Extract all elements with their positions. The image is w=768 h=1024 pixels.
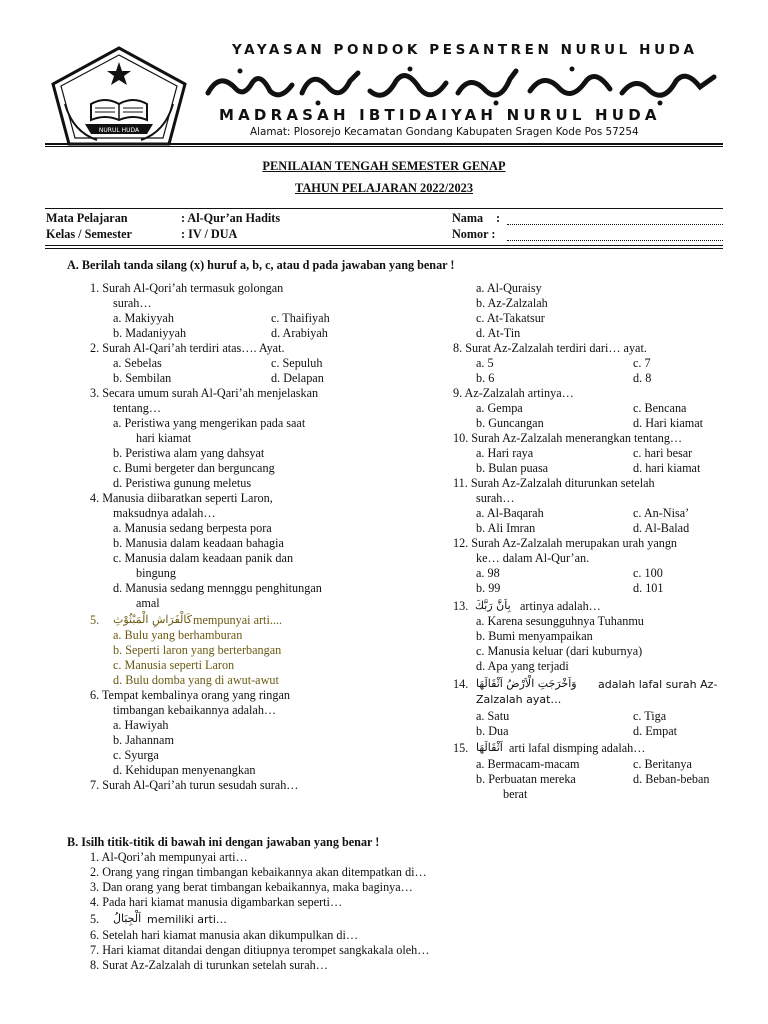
- school-name: MADRASAH IBTIDAIYAH NURUL HUDA: [219, 106, 661, 124]
- question-line: 8. Surat Az-Zalzalah terdiri dari… ayat.: [453, 341, 647, 355]
- question-line: c. Thaifiyah: [271, 311, 330, 325]
- question-line: 4. Manusia diibaratkan seperti Laron,: [90, 491, 273, 505]
- question-line: d. 101: [633, 581, 664, 595]
- question-line: b. Bulan puasa: [476, 461, 549, 475]
- question-line: d. 8: [633, 371, 652, 385]
- question-line: artinya adalah…: [520, 599, 601, 613]
- question-line: a. 98: [476, 566, 500, 580]
- question-line: 14.: [453, 677, 469, 691]
- question-line: b. Az-Zalzalah: [476, 296, 548, 310]
- school-logo: [47, 44, 192, 149]
- exam-title: PENILAIAN TENGAH SEMESTER GENAP: [262, 159, 506, 173]
- question-line: d. Bulu domba yang di awut-awut: [113, 673, 279, 687]
- question-line: 11. Surah Az-Zalzalah diturunkan setelah: [453, 476, 655, 490]
- question-line: a. Al-Quraisy: [476, 281, 542, 295]
- question-line: a. Sebelas: [113, 356, 162, 370]
- info-rule-top: [45, 208, 723, 209]
- fill-in-question-line: اَلْجِبَالُ: [113, 912, 142, 925]
- fill-in-question-line: 6. Setelah hari kiamat manusia akan dikumpulkan di…: [90, 928, 359, 942]
- question-line: 10. Surah Az-Zalzalah menerangkan tentang…: [453, 431, 683, 445]
- question-line: b. Sembilan: [113, 371, 172, 385]
- question-line: d. Apa yang terjadi: [476, 659, 569, 673]
- question-line: d. Hari kiamat: [633, 416, 704, 430]
- number-field[interactable]: [507, 230, 723, 241]
- question-line: adalah lafal surah Az-: [598, 678, 718, 691]
- question-line: اَثْقَالَهَا: [476, 741, 503, 754]
- question-line: b. Ali Imran: [476, 521, 536, 535]
- question-line: timbangan kebaikannya adalah…: [113, 703, 277, 717]
- question-line: 3. Secara umum surah Al-Qari’ah menjelaskan: [90, 386, 319, 400]
- question-line: Zalzalah ayat…: [476, 693, 562, 706]
- question-line: 7. Surah Al-Qari’ah turun sesudah surah…: [90, 778, 299, 792]
- question-line: d. Manusia sedang mennggu penghitungan: [113, 581, 322, 595]
- fill-in-question-line: 7. Hari kiamat ditandai dengan ditiupnya terompet sangkakala oleh…: [90, 943, 430, 957]
- class-value: : IV / DUA: [181, 227, 238, 241]
- question-line: بِاَنَّ رَبَّكَ: [475, 599, 511, 612]
- question-line: c. Manusia keluar (dari kuburnya): [476, 644, 643, 658]
- question-line: d. Empat: [633, 724, 678, 738]
- question-line: a. Hari raya: [476, 446, 534, 460]
- name-colon: :: [496, 211, 501, 225]
- question-line: a. Karena sesungguhnya Tuhanmu: [476, 614, 644, 628]
- fill-in-question-line: 1. Al-Qori’ah mempunyai arti…: [90, 850, 248, 864]
- question-line: b. 6: [476, 371, 495, 385]
- logo-text: NURUL HUDA: [98, 127, 140, 134]
- subject-value: : Al-Qur’an Hadits: [181, 211, 281, 225]
- question-line: b. Perbuatan mereka: [476, 772, 576, 786]
- section-a-instruction: A. Berilah tanda silang (x) huruf a, b, c, atau d pada jawaban yang benar !: [67, 258, 455, 272]
- question-line: c. Bumi bergeter dan berguncang: [113, 461, 275, 475]
- question-line: 2. Surah Al-Qari’ah terdiri atas…. Ayat.: [90, 341, 285, 355]
- section-b-instruction: B. Isilh titik-titik di bawah ini dengan jawaban yang benar !: [67, 835, 380, 849]
- question-line: berat: [503, 787, 528, 801]
- question-line: b. Manusia dalam keadaan bahagia: [113, 536, 284, 550]
- question-line: c. Beritanya: [633, 757, 692, 771]
- fill-in-question-line: 8. Surat Az-Zalzalah di turunkan setelah surah…: [90, 958, 328, 972]
- question-line: a. Satu: [476, 709, 510, 723]
- question-line: c. Sepuluh: [271, 356, 323, 370]
- question-line: ke… dalam Al-Qur’an.: [476, 551, 590, 565]
- question-line: a. Makiyyah: [113, 311, 174, 325]
- fill-in-question-line: memiliki arti…: [147, 913, 227, 926]
- question-line: c. Syurga: [113, 748, 159, 762]
- name-field[interactable]: [507, 214, 723, 225]
- question-line: وَاَخْرَجَتِ الْاَرْضُ اَثْقَالَهَا: [476, 677, 577, 690]
- question-line: hari kiamat: [136, 431, 192, 445]
- question-line: 1. Surah Al-Qori’ah termasuk golongan: [90, 281, 284, 295]
- question-line: b. Guncangan: [476, 416, 544, 430]
- question-line: surah…: [113, 296, 152, 310]
- question-line: 13.: [453, 599, 469, 613]
- question-line: d. Kehidupan menyenangkan: [113, 763, 256, 777]
- question-line: c. hari besar: [633, 446, 693, 460]
- question-line: mempunyai arti....: [193, 613, 283, 627]
- class-label: Kelas / Semester: [46, 227, 132, 241]
- question-line: 5.: [90, 613, 100, 627]
- question-line: d. Arabiyah: [271, 326, 328, 340]
- question-line: amal: [136, 596, 160, 610]
- info-rule-bottom: [45, 245, 723, 246]
- question-line: b. Jahannam: [113, 733, 174, 747]
- question-line: arti lafal dismping adalah…: [509, 741, 646, 755]
- question-line: c. 7: [633, 356, 651, 370]
- question-line: surah…: [476, 491, 515, 505]
- question-line: tentang…: [113, 401, 162, 415]
- academic-year: TAHUN PELAJARAN 2022/2023: [294, 181, 474, 195]
- question-line: a. Gempa: [476, 401, 523, 415]
- question-line: c. Manusia seperti Laron: [113, 658, 235, 672]
- question-line: 6. Tempat kembalinya orang yang ringan: [90, 688, 290, 702]
- fill-in-question-line: 5.: [90, 912, 100, 926]
- question-line: b. Peristiwa alam yang dahsyat: [113, 446, 265, 460]
- question-line: c. Manusia dalam keadaan panik dan: [113, 551, 294, 565]
- question-line: b. Bumi menyampaikan: [476, 629, 593, 643]
- question-line: كَالْفَرَاشِ الْمَبْثُوْثِ: [113, 613, 192, 626]
- foundation-name: YAYASAN PONDOK PESANTREN NURUL HUDA: [232, 42, 698, 58]
- fill-in-question-line: 4. Pada hari kiamat manusia digambarkan seperti…: [90, 895, 343, 909]
- question-line: c. 100: [633, 566, 663, 580]
- question-line: c. Tiga: [633, 709, 667, 723]
- question-line: b. Seperti laron yang berterbangan: [113, 643, 282, 657]
- question-line: a. Al-Baqarah: [476, 506, 544, 520]
- question-line: 15.: [453, 741, 469, 755]
- question-line: d. Peristiwa gunung meletus: [113, 476, 252, 490]
- question-line: c. At-Takatsur: [476, 311, 545, 325]
- question-line: d. At-Tin: [476, 326, 521, 340]
- question-line: 9. Az-Zalzalah artinya…: [453, 386, 574, 400]
- fill-in-question-line: 3. Dan orang yang berat timbangan kebaikannya, maka baginya…: [90, 880, 413, 894]
- question-line: c. An-Nisa’: [633, 506, 690, 520]
- question-line: d. Al-Balad: [633, 521, 690, 535]
- question-line: c. Bencana: [633, 401, 687, 415]
- question-line: d. Beban-beban: [633, 772, 710, 786]
- question-line: a. Manusia sedang berpesta pora: [113, 521, 272, 535]
- question-line: 12. Surah Az-Zalzalah merupakan urah yangn: [453, 536, 678, 550]
- question-line: b. Madaniyyah: [113, 326, 187, 340]
- fill-in-question-line: 2. Orang yang ringan timbangan kebaikannya akan ditempatkan di…: [90, 865, 427, 879]
- name-label: Nama: [452, 211, 484, 225]
- header-rule: [45, 143, 723, 145]
- question-line: a. Peristiwa yang mengerikan pada saat: [113, 416, 306, 430]
- info-rule-bottom-thin: [45, 248, 723, 249]
- school-address: Alamat: Plosorejo Kecamatan Gondang Kabupaten Sragen Kode Pos 57254: [250, 126, 639, 138]
- question-line: maksudnya adalah…: [113, 506, 216, 520]
- question-line: b. Dua: [476, 724, 509, 738]
- subject-label: Mata Pelajaran: [46, 211, 128, 225]
- question-line: a. Hawiyah: [113, 718, 169, 732]
- question-line: a. Bulu yang berhamburan: [113, 628, 243, 642]
- question-line: d. Delapan: [271, 371, 324, 385]
- header-rule-thin: [45, 146, 723, 147]
- question-line: d. hari kiamat: [633, 461, 701, 475]
- question-line: bingung: [136, 566, 176, 580]
- arabic-calligraphy: [200, 63, 722, 107]
- question-line: a. 5: [476, 356, 494, 370]
- question-line: a. Bermacam-macam: [476, 757, 580, 771]
- question-line: b. 99: [476, 581, 501, 595]
- number-label: Nomor :: [452, 227, 496, 241]
